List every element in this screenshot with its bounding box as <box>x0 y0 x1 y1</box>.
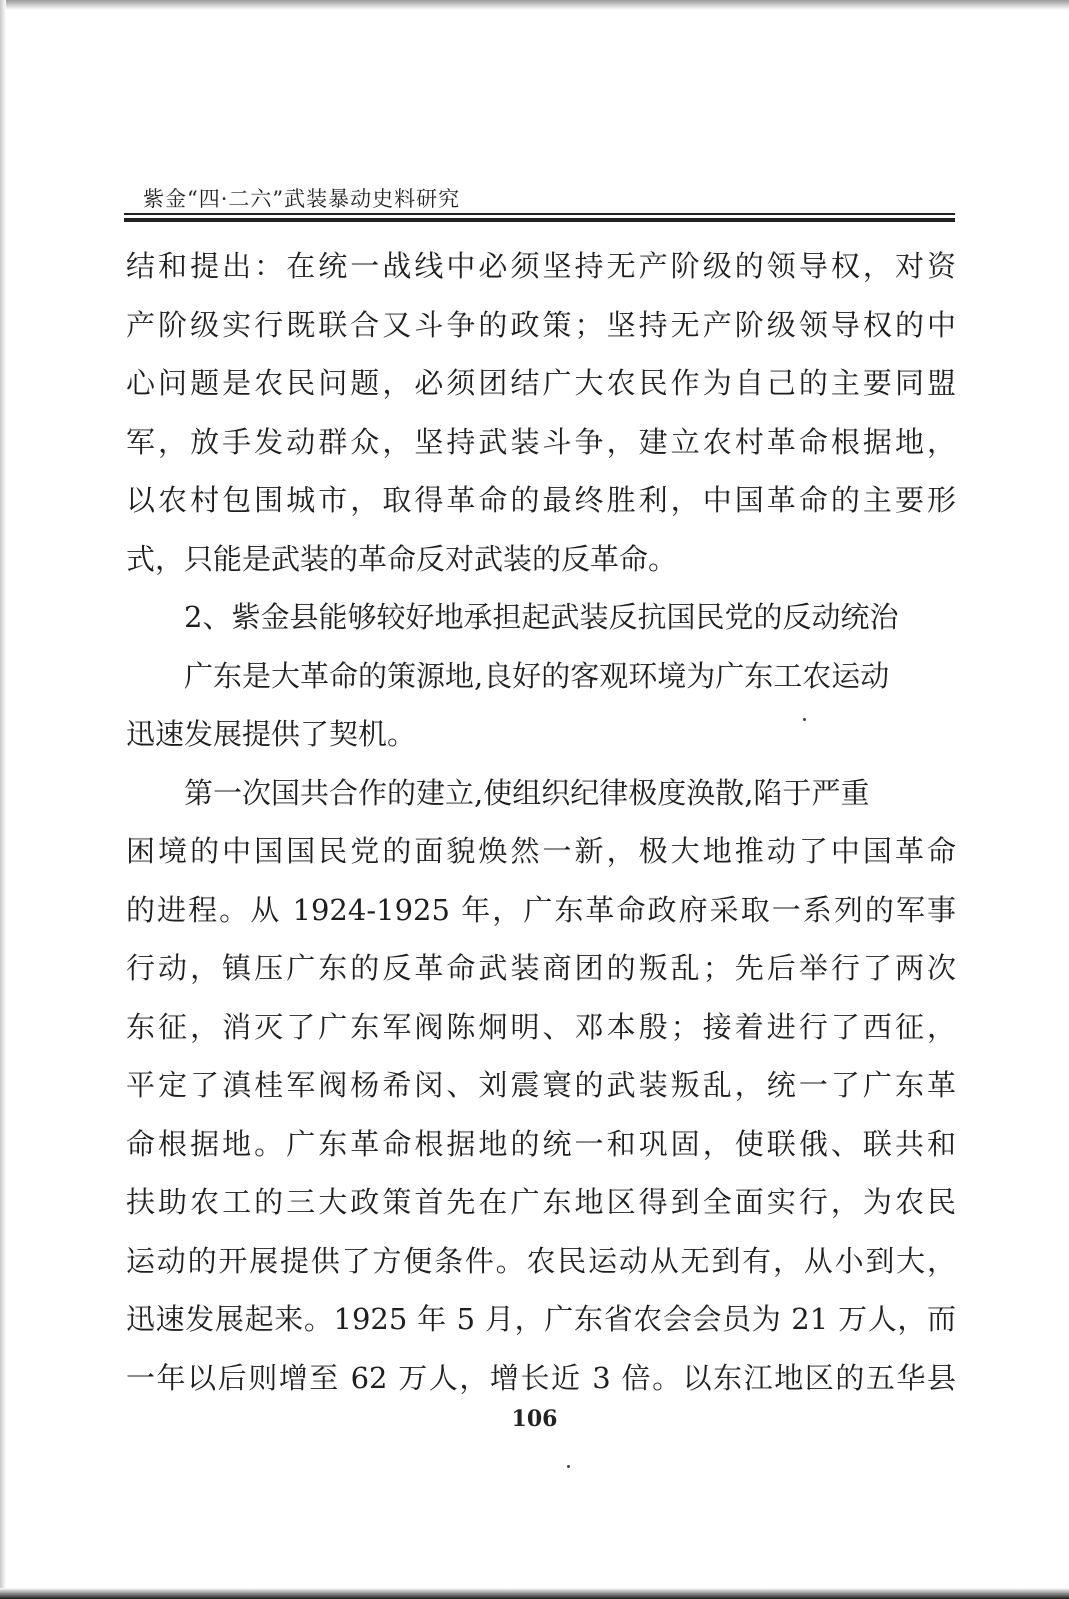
text-line: 行动，镇压广东的反革命武装商团的叛乱；先后举行了两次 <box>126 951 956 985</box>
text-line: 迅速发展提供了契机。 <box>126 717 417 751</box>
text-line: 广东是大革命的策源地,良好的客观环境为广东工农运动 <box>184 658 890 693</box>
text-line: 困境的中国国民党的面貌焕然一新，极大地推动了中国革命 <box>126 834 956 868</box>
text-line: 第一次国共合作的建立,使组织纪律极度涣散,陷于严重 <box>184 775 870 810</box>
section-heading: 2、紫金县能够较好地承担起武装反抗国民党的反动统治 <box>184 600 899 634</box>
text-line: 结和提出：在统一战线中必须坚持无产阶级的领导权，对资 <box>126 249 956 283</box>
text-line: 一年以后则增至 62 万人，增长近 3 倍。以东江地区的五华县 <box>126 1360 956 1395</box>
text-line: 东征，消灭了广东军阀陈炯明、邓本殷；接着进行了西征， <box>126 1009 956 1044</box>
text-line: 扶助农工的三大政策首先在广东地区得到全面实行，为农民 <box>126 1185 956 1219</box>
text-line: 式，只能是武装的革命反对武装的反革命。 <box>126 541 678 576</box>
scan-speck <box>803 718 806 721</box>
text-line: 心问题是农民问题，必须团结广大农民作为自己的主要同盟 <box>126 366 956 400</box>
text-line: 迅速发展起来。1925 年 5 月，广东省农会会员为 21 万人，而 <box>126 1302 956 1336</box>
header-rule-thin <box>124 213 955 215</box>
running-header: 紫金“四·二六”武装暴动史料研究 <box>143 187 461 211</box>
text-line: 命根据地。广东革命根据地的统一和巩固，使联俄、联共和 <box>126 1126 956 1161</box>
text-line: 的进程。从 1924-1925 年，广东革命政府采取一系列的军事 <box>126 892 956 927</box>
text-line: 产阶级实行既联合又斗争的政策；坚持无产阶级领导权的中 <box>126 307 956 342</box>
text-line: 以农村包围城市，取得革命的最终胜利，中国革命的主要形 <box>126 483 956 517</box>
scan-edge-bottom <box>0 1588 1069 1599</box>
header-rule-thick <box>124 218 955 222</box>
scan-edge-top <box>0 0 1069 10</box>
scan-edge-left <box>0 0 6 1599</box>
body-text <box>126 237 956 1407</box>
text-line: 运动的开展提供了方便条件。农民运动从无到有，从小到大， <box>126 1243 956 1278</box>
text-line: 军，放手发动群众，坚持武装斗争，建立农村革命根据地， <box>126 424 956 459</box>
scan-speck <box>567 1465 570 1468</box>
text-line: 平定了滇桂军阀杨希闵、刘震寰的武装叛乱，统一了广东革 <box>126 1068 956 1102</box>
page-number: 106 <box>511 1406 558 1432</box>
